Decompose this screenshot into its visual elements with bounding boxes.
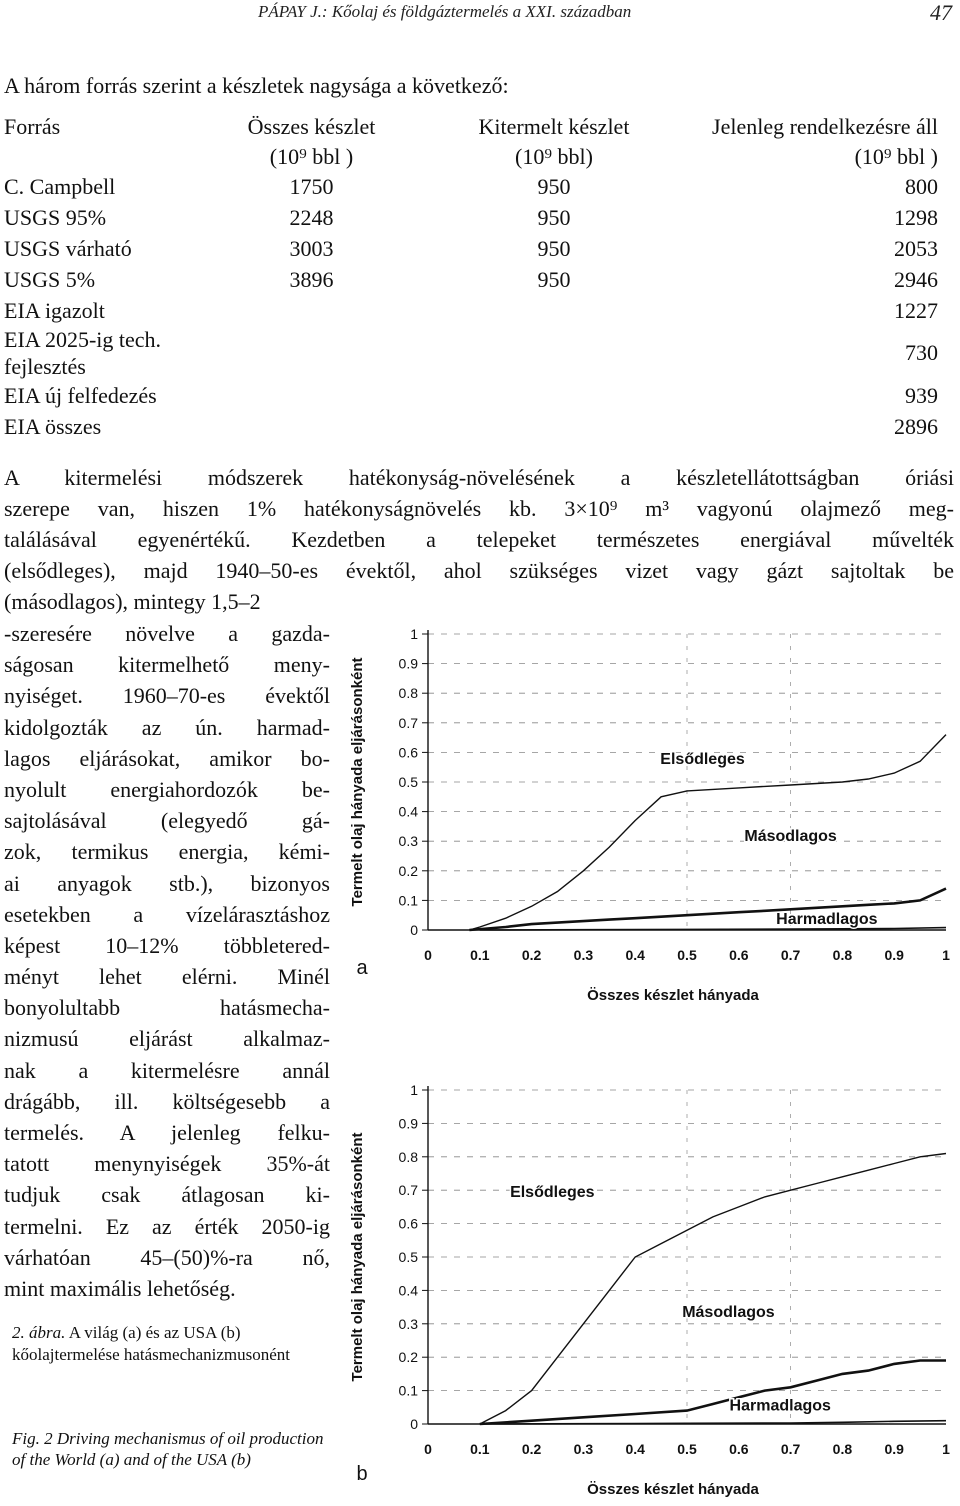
x-tick-label: 0.1 [470, 947, 490, 963]
y-tick-label: 0.4 [398, 803, 418, 820]
series-label: Harmadlagos [776, 911, 878, 929]
side-text-line: lagos eljárásokat, amikor bo- [4, 745, 330, 771]
table-cell: 1750 [289, 173, 334, 199]
side-text-line: termelni. Ez az érték 2050-ig [4, 1213, 330, 1239]
table-cell: EIA 2025-ig tech. fejlesztés [4, 327, 162, 379]
x-tick-label: 0.1 [470, 1441, 490, 1457]
y-tick-label: 0.7 [398, 1182, 418, 1199]
side-text-line: tatott menynyiségek 35%-át [4, 1151, 330, 1177]
table-cell: USGS várható [4, 235, 132, 261]
series-label: Elsődleges [510, 1183, 595, 1201]
page-number: 47 [930, 0, 952, 25]
table-cell: USGS 5% [4, 266, 96, 292]
table-cell: USGS 95% [4, 204, 107, 230]
running-head [0, 2, 960, 30]
x-tick-label: 0.2 [521, 947, 542, 963]
y-tick-label: 0 [410, 922, 418, 938]
x-tick-label: 0.6 [729, 947, 749, 963]
reserves-table [0, 112, 956, 442]
table-row [0, 380, 956, 411]
header-produced: Kitermelt készlet [478, 114, 630, 139]
y-tick-label: 0.9 [398, 1115, 418, 1132]
y-tick-label: 0.8 [398, 1148, 418, 1165]
series-label: Harmadlagos [729, 1397, 831, 1415]
table-cell [214, 295, 409, 326]
table-cell: 950 [537, 266, 571, 292]
paragraph-line: (másodlagos), mintegy 1,5–2 [4, 589, 261, 614]
series-label: Elsődleges [660, 751, 745, 769]
unit-cell [0, 142, 214, 171]
table-units-row [0, 142, 956, 171]
table-cell [214, 411, 409, 442]
table-cell [214, 326, 409, 380]
x-tick-label: 0.7 [780, 1441, 801, 1457]
table-header-row [0, 112, 956, 142]
y-tick-label: 0.4 [398, 1282, 418, 1299]
table-cell: 950 [537, 235, 571, 261]
y-tick-label: 0 [410, 1416, 418, 1432]
table-cell: 2248 [289, 204, 334, 230]
y-axis-label: Termelt olaj hányada eljárásonként [349, 1132, 366, 1382]
table-cell: 950 [537, 173, 571, 199]
x-tick-label: 0 [424, 947, 432, 963]
body-paragraph [4, 462, 954, 617]
chart-plot-area [349, 626, 950, 1004]
x-tick-label: 0.6 [729, 1441, 749, 1457]
y-tick-label: 1 [410, 1082, 418, 1098]
side-text-line: sajtolásával (elegyedő gá- [4, 808, 330, 834]
side-text-line: ményt lehet elérni. Minél [4, 964, 330, 990]
y-tick-label: 0.5 [398, 774, 418, 790]
y-tick-label: 0.9 [398, 655, 418, 672]
y-tick-label: 0.6 [398, 1215, 418, 1232]
table-cell: 939 [905, 382, 938, 408]
y-tick-label: 0.1 [398, 1382, 418, 1399]
y-tick-label: 0.3 [398, 1315, 418, 1332]
table-cell [214, 380, 409, 411]
table-cell [409, 380, 699, 411]
table-cell: 950 [537, 204, 571, 230]
side-text-line: nak a kitermelésre annál [4, 1057, 330, 1083]
panel-label: a [356, 957, 368, 979]
x-tick-label: 0.5 [677, 1441, 697, 1457]
header-source: Forrás [4, 114, 61, 139]
x-tick-label: 0.8 [832, 1441, 853, 1457]
side-text-line: zok, termikus energia, kémi- [4, 839, 330, 865]
y-tick-label: 0.3 [398, 833, 418, 850]
table-row [0, 295, 956, 326]
table-row [0, 326, 956, 380]
side-text-line: drágább, ill. költségesebb a [4, 1088, 330, 1114]
table-cell: 2896 [894, 413, 938, 439]
table-row [0, 171, 956, 202]
side-text-line: ságosan kitermelhető meny- [4, 652, 330, 678]
figure-caption-text: A világ (a) és az USA (b) kőolajtermelése hatásmechanizmusonént [12, 1323, 291, 1364]
table-cell: EIA új felfedezés [4, 382, 157, 408]
chart-b-svg [340, 1076, 956, 1504]
table-cell [409, 411, 699, 442]
figure-number: 2. ábra. [12, 1323, 66, 1342]
table-cell: 1298 [894, 204, 938, 230]
paragraph-line: szerepe van, hiszen 1% hatékonyságnövelés kb. 3×10⁹ m³ vagyonú olajmező meg- [4, 496, 954, 521]
paragraph-line: (elsődleges), majd 1940–50-es évektől, ahol szükséges vizet vagy gázt sajtoltak be [4, 558, 954, 583]
y-tick-label: 0.7 [398, 714, 418, 731]
x-axis-label: Összes készlet hányada [587, 1481, 759, 1498]
side-text-line: bonyolultabb hatásmecha- [4, 995, 330, 1021]
running-title: PÁPAY J.: Kőolaj és földgáztermelés a XXI. században [258, 2, 632, 21]
figure-caption-hu [12, 1322, 330, 1366]
header-available: Jelenleg rendelkezésre áll [712, 114, 938, 139]
table-cell: 800 [905, 173, 938, 199]
y-axis-label: Termelt olaj hányada eljárásonként [349, 657, 366, 907]
x-tick-label: 0.3 [573, 1441, 594, 1457]
side-text-line: képest 10–12% többletered- [4, 932, 330, 958]
table-row [0, 411, 956, 442]
table-cell: 730 [905, 340, 938, 365]
side-text-line: ai anyagok stb.), bizonyos [4, 870, 330, 896]
x-tick-label: 0.5 [677, 947, 697, 963]
x-tick-label: 0.7 [780, 947, 801, 963]
chart-a-svg [340, 612, 956, 1012]
intro-sentence: A három forrás szerint a készletek nagysága a következő: [4, 73, 509, 98]
side-text-line: nyolult energiahordozók be- [4, 776, 330, 802]
y-tick-label: 0.5 [398, 1249, 418, 1265]
x-axis-label: Összes készlet hányada [587, 987, 759, 1004]
y-tick-label: 0.2 [398, 1349, 418, 1366]
table-cell: C. Campbell [4, 173, 116, 199]
y-tick-label: 0.2 [398, 862, 418, 879]
y-tick-label: 0.8 [398, 685, 418, 702]
table-row [0, 233, 956, 264]
side-text-line: termelés. A jelenleg felku- [4, 1120, 330, 1145]
table-cell [409, 295, 699, 326]
table-cell: 3003 [289, 235, 334, 261]
figure-caption-en: Fig. 2 Driving mechanismus of oil production of the World (a) and of the USA (b) [12, 1429, 324, 1469]
unit-cell: (10⁹ bbl ) [854, 143, 938, 169]
chart-panel-a [340, 612, 956, 1012]
x-tick-label: 1 [942, 1441, 950, 1457]
side-text-line: esetekben a vízelárasztáshoz [4, 901, 330, 927]
table-row [0, 264, 956, 295]
x-tick-label: 0.9 [884, 947, 904, 963]
table-cell: 2946 [894, 266, 938, 292]
side-text-line: nyiséget. 1960–70-es évektől [4, 683, 330, 709]
x-tick-label: 0.3 [573, 947, 594, 963]
x-tick-label: 0.8 [832, 947, 853, 963]
x-tick-label: 0.4 [625, 947, 645, 963]
y-tick-label: 0.6 [398, 744, 418, 761]
side-text-line: mint maximális lehetőség. [4, 1275, 236, 1301]
y-tick-label: 1 [410, 626, 418, 642]
paragraph-line: találásával egyenértékű. Kezdetben a telepeket természetes energiával művelték [4, 527, 954, 552]
side-text-line: tudjuk csak átlagosan ki- [4, 1182, 330, 1208]
series-line [480, 1361, 946, 1425]
header-total: Összes készlet [247, 114, 376, 139]
table-cell [409, 326, 699, 380]
table-cell: EIA összes [4, 413, 102, 439]
x-tick-label: 0 [424, 1441, 432, 1457]
table-cell: EIA igazolt [4, 297, 105, 323]
table-row [0, 202, 956, 233]
chart-panel-b [340, 1076, 956, 1504]
panel-label: b [356, 1463, 368, 1485]
x-tick-label: 0.9 [884, 1441, 904, 1457]
series-label: Másodlagos [682, 1304, 775, 1322]
x-tick-label: 1 [942, 947, 950, 963]
table-cell: 3896 [289, 266, 334, 292]
chart-plot-area [349, 1082, 950, 1498]
x-tick-label: 0.2 [521, 1441, 542, 1457]
side-column-text [4, 618, 330, 1304]
x-tick-label: 0.4 [625, 1441, 645, 1457]
side-text-line: kidolgozták az ún. harmad- [4, 714, 330, 740]
side-text-line: nizmusú eljárást alkalmaz- [4, 1026, 330, 1052]
table-cell: 1227 [894, 297, 938, 323]
series-label: Másodlagos [744, 828, 837, 846]
paragraph-line: A kitermelési módszerek hatékonyság-növelésének a készletellátottságban óriási [4, 465, 954, 490]
y-tick-label: 0.1 [398, 892, 418, 909]
table-cell: 2053 [894, 235, 938, 261]
unit-cell: (10⁹ bbl ) [269, 143, 354, 169]
unit-cell: (10⁹ bbl) [515, 143, 593, 169]
side-text-line: várhatóan 45–(50)%-ra nő, [4, 1244, 330, 1270]
side-text-line: -szeresére növelve a gazda- [4, 621, 330, 646]
